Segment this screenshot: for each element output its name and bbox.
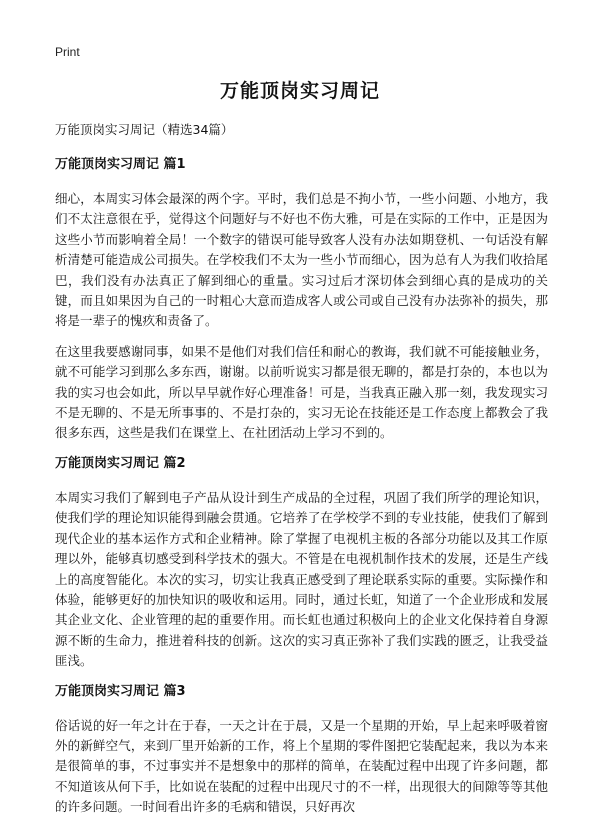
section-1 (55, 155, 548, 444)
page-title: 万能顶岗实习周记 (219, 80, 380, 102)
document-body (55, 120, 548, 828)
paragraph: 细心，本周实习体会最深的两个字。平时，我们总是不拘小节，一些小问题、小地方，我们不太注意很在乎，觉得这个问题好与不好也不伤大雅，可是在实际的工作中，正是因为这些小节而影响着全局！一个数字的错误可能导致客人没有办法如期登机、一句话没有解析清楚可能造成公司损失。在学校我们不太为一些小节而细心，因为总有人为我们收拾尾巴，我们没有办法真正了解到细心的重量。实习过后才深切体会到细心真的是成功的关键，而且如果因为自己的一时粗心大意而造成客人或公司或自己没有办法弥补的损失，那将是一辈子的愧疚和责备了。 (55, 191, 548, 329)
section-heading: 万能顶岗实习周记 篇3 (55, 683, 186, 699)
document-subtitle: 万能顶岗实习周记（精选34篇） (55, 122, 234, 137)
paragraph: 在这里我要感谢同事，如果不是他们对我们信任和耐心的教诲，我们就不可能接触业务，就不可能学习到那么多东西，谢谢。以前听说实习都是很无聊的，都是打杂的，本也以为我的实习也会如此，所以早早就作好心理准备！可是，当我真正融入那一刻，我发现实习不是无聊的、不是无所事事的、不是打杂的，实习无论在技能还是工作态度上都教会了我很多东西，这些是我们在课堂上、在社团活动上学习不到的。 (55, 343, 548, 441)
section-heading: 万能顶岗实习周记 篇1 (55, 157, 186, 172)
paragraph: 本周实习我们了解到电子产品从设计到生产成品的全过程，巩固了我们所学的理论知识，使我们学的理论知识能得到融会贯通。它培养了在学校学不到的专业技能，使我们了解到现代企业的基本运作方式和企业精神。除了掌握了电视机主板的各部分功能以及其工作原理以外，能够真切感受到科学技术的强大。不管是在电视机制作技术的发展，还是生产线上的高度智能化。本次的实习，切实让我真正感受到了理论联系实际的重要。实际操作和体验，能够更好的加快知识的吸收和运用。同时，通过长虹，知道了一个企业形成和发展其企业文化、企业管理的起的重要作用。而长虹也通过积极向上的企业文化保持着自身源源不断的生命力，推进着科技的创新。这次的实习真正弥补了我们实践的匮乏，让我受益匪浅。 (55, 489, 548, 669)
paragraph: 俗话说的好一年之计在于春，一天之计在于晨，又是一个星期的开始，早上起来呼吸着窗外的新鲜空气，来到厂里开始新的工作，将上个星期的零件图把它装配起来，我以为本来是很简单的事，不过事实并不是想象中的那样的简单，在装配过程中出现了许多问题，都不知道该从何下手，比如说在装配的过程中出现尺寸的不一样，出现很大的间隙等等其他的许多问题。一时间看出许多的毛病和错误，只好再次 (55, 717, 548, 815)
section-2 (55, 454, 548, 672)
print-link[interactable]: Print (55, 45, 80, 59)
section-3 (55, 682, 548, 818)
section-heading: 万能顶岗实习周记 篇2 (55, 455, 186, 471)
